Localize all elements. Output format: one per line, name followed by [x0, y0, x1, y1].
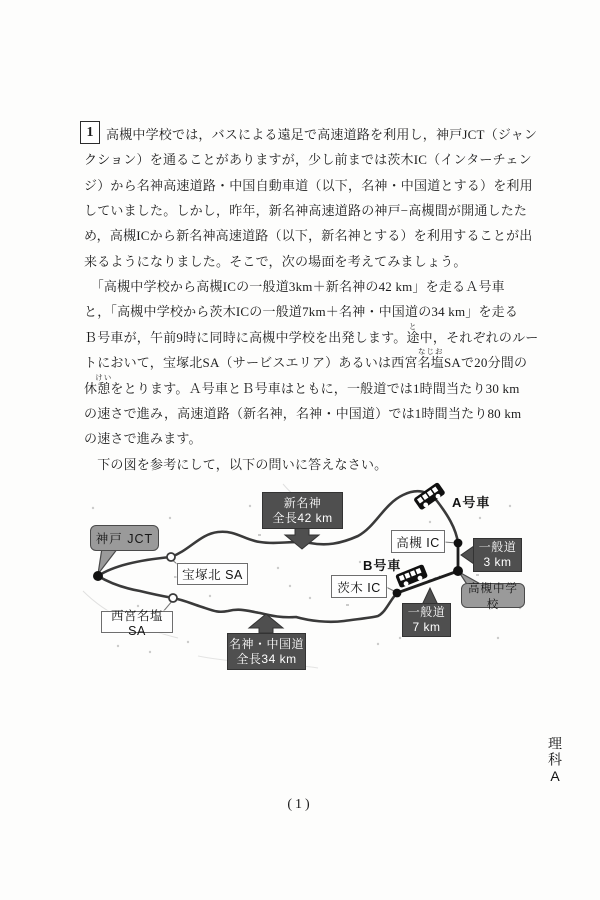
takatsuki-ic-label: [391, 530, 445, 553]
ippando-3km-name: 一般道: [478, 540, 517, 554]
text-line: め，高槻ICから新名神高速道路（以下，新名神とする）を利用することが出: [84, 228, 533, 244]
takarazuka-kita-sa-label: [177, 563, 248, 585]
question-number: 1: [86, 124, 94, 140]
ippando-3km-label: [473, 538, 522, 572]
kobe-jct-label-text: 神戸 JCT: [95, 532, 154, 546]
page-number: (1): [287, 797, 313, 812]
meishin-chugoku-label: [227, 633, 306, 670]
ippando-7km-name: 一般道: [407, 605, 446, 619]
nishinomiya-najio-sa-label: [101, 609, 173, 638]
ippando-7km-distance: 7 km: [412, 620, 441, 634]
shinmeishin-arrow-icon: [285, 528, 319, 549]
shinmeishin-label: [262, 492, 343, 529]
bus-a-label: [452, 492, 490, 511]
nishinomiya-najio-sa-label-text: 西宮名塩 SA: [110, 609, 163, 638]
furigana: と: [408, 321, 418, 331]
shinmeishin-length: 全長42 km: [272, 510, 333, 525]
subject-side-label: 理科A: [547, 736, 563, 786]
text-line: 高槻中学校では，バスによる遠足で高速道路を利用し，神戸JCT（ジャン: [106, 127, 538, 142]
furigana: けい: [95, 372, 113, 382]
takatsuki-school-marker: [453, 566, 463, 576]
text-line: 下の図を参考にして，以下の問いに答えなさい。: [84, 456, 388, 472]
ibaraki-ic-label: [331, 575, 387, 598]
takatsuki-school-label: [461, 582, 525, 611]
text-line: トにおいて，宝塚北SA（サービスエリア）あるいは西宮名塩 なじお SAで20分間の: [84, 347, 528, 371]
nishinomiya-najio-sa-marker: [169, 594, 177, 602]
bus-b-label-text: B号車: [363, 558, 402, 573]
takatsuki-ic-label-text: 高槻 IC: [396, 535, 440, 550]
takarazuka-kita-sa-marker: [167, 553, 175, 561]
ippando-7km-label: [402, 603, 451, 637]
text-line: の速さで進み，高速道路（新名神，名神・中国道）では1時間当たり80 km: [84, 405, 522, 421]
takatsuki-school-label-text: 高槻中学校: [468, 582, 518, 611]
text-line: 休憩 けい をとります。Ａ号車とＢ号車はともに，一般道では1時間当たり30 km: [84, 372, 520, 396]
furigana: なじお: [418, 347, 444, 357]
text-line: Ｂ号車が，午前9時に同時に高槻中学校を出発します。途 と 中，それぞれのルー: [84, 321, 539, 345]
takarazuka-kita-sa-label-text: 宝塚北 SA: [182, 568, 243, 582]
kobe-jct-marker: [93, 571, 103, 581]
takatsuki-ic-marker: [454, 539, 463, 548]
meishin-length: 全長34 km: [236, 651, 297, 666]
question-number-box: [80, 121, 100, 144]
ibaraki-ic-label-text: 茨木 IC: [337, 580, 381, 595]
text-line: クション）を通ることがありますが，少し前までは茨木IC（インターチェン: [84, 152, 532, 168]
ruby-base: 途 と: [406, 321, 420, 345]
meishin-name: 名神・中国道: [228, 636, 304, 651]
bus-b-label: [363, 555, 401, 574]
ippando-3km-distance: 3 km: [483, 555, 512, 569]
bus-a-label-text: A号車: [452, 495, 491, 510]
shinmeishin-name: 新名神: [283, 495, 322, 510]
ibaraki-ic-marker: [393, 589, 402, 598]
ruby-base: 憩 けい: [95, 372, 113, 396]
text-line: と，「高槻中学校から茨木ICの一般道7km＋名神・中国道の34 km」を走る: [84, 304, 519, 320]
text-line: の速さで進みます。: [84, 431, 202, 447]
text-line: 「高槻中学校から高槻ICの一般道3km＋新名神の42 km」を走るＡ号車: [84, 279, 505, 295]
kobe-jct-label: [90, 525, 159, 551]
text-line: 来るようになりました。そこで，次の場面を考えてみましょう。: [84, 253, 467, 269]
text-line: ジ）から名神高速道路・中国自動車道（以下，名神・中国道とする）を利用: [84, 177, 533, 193]
ruby-base: 名塩 なじお: [417, 347, 444, 371]
text-line: していました。しかし，昨年，新名神高速道路の神戸−高槻間が開通したた: [84, 203, 528, 219]
route-map-figure: [78, 476, 548, 681]
